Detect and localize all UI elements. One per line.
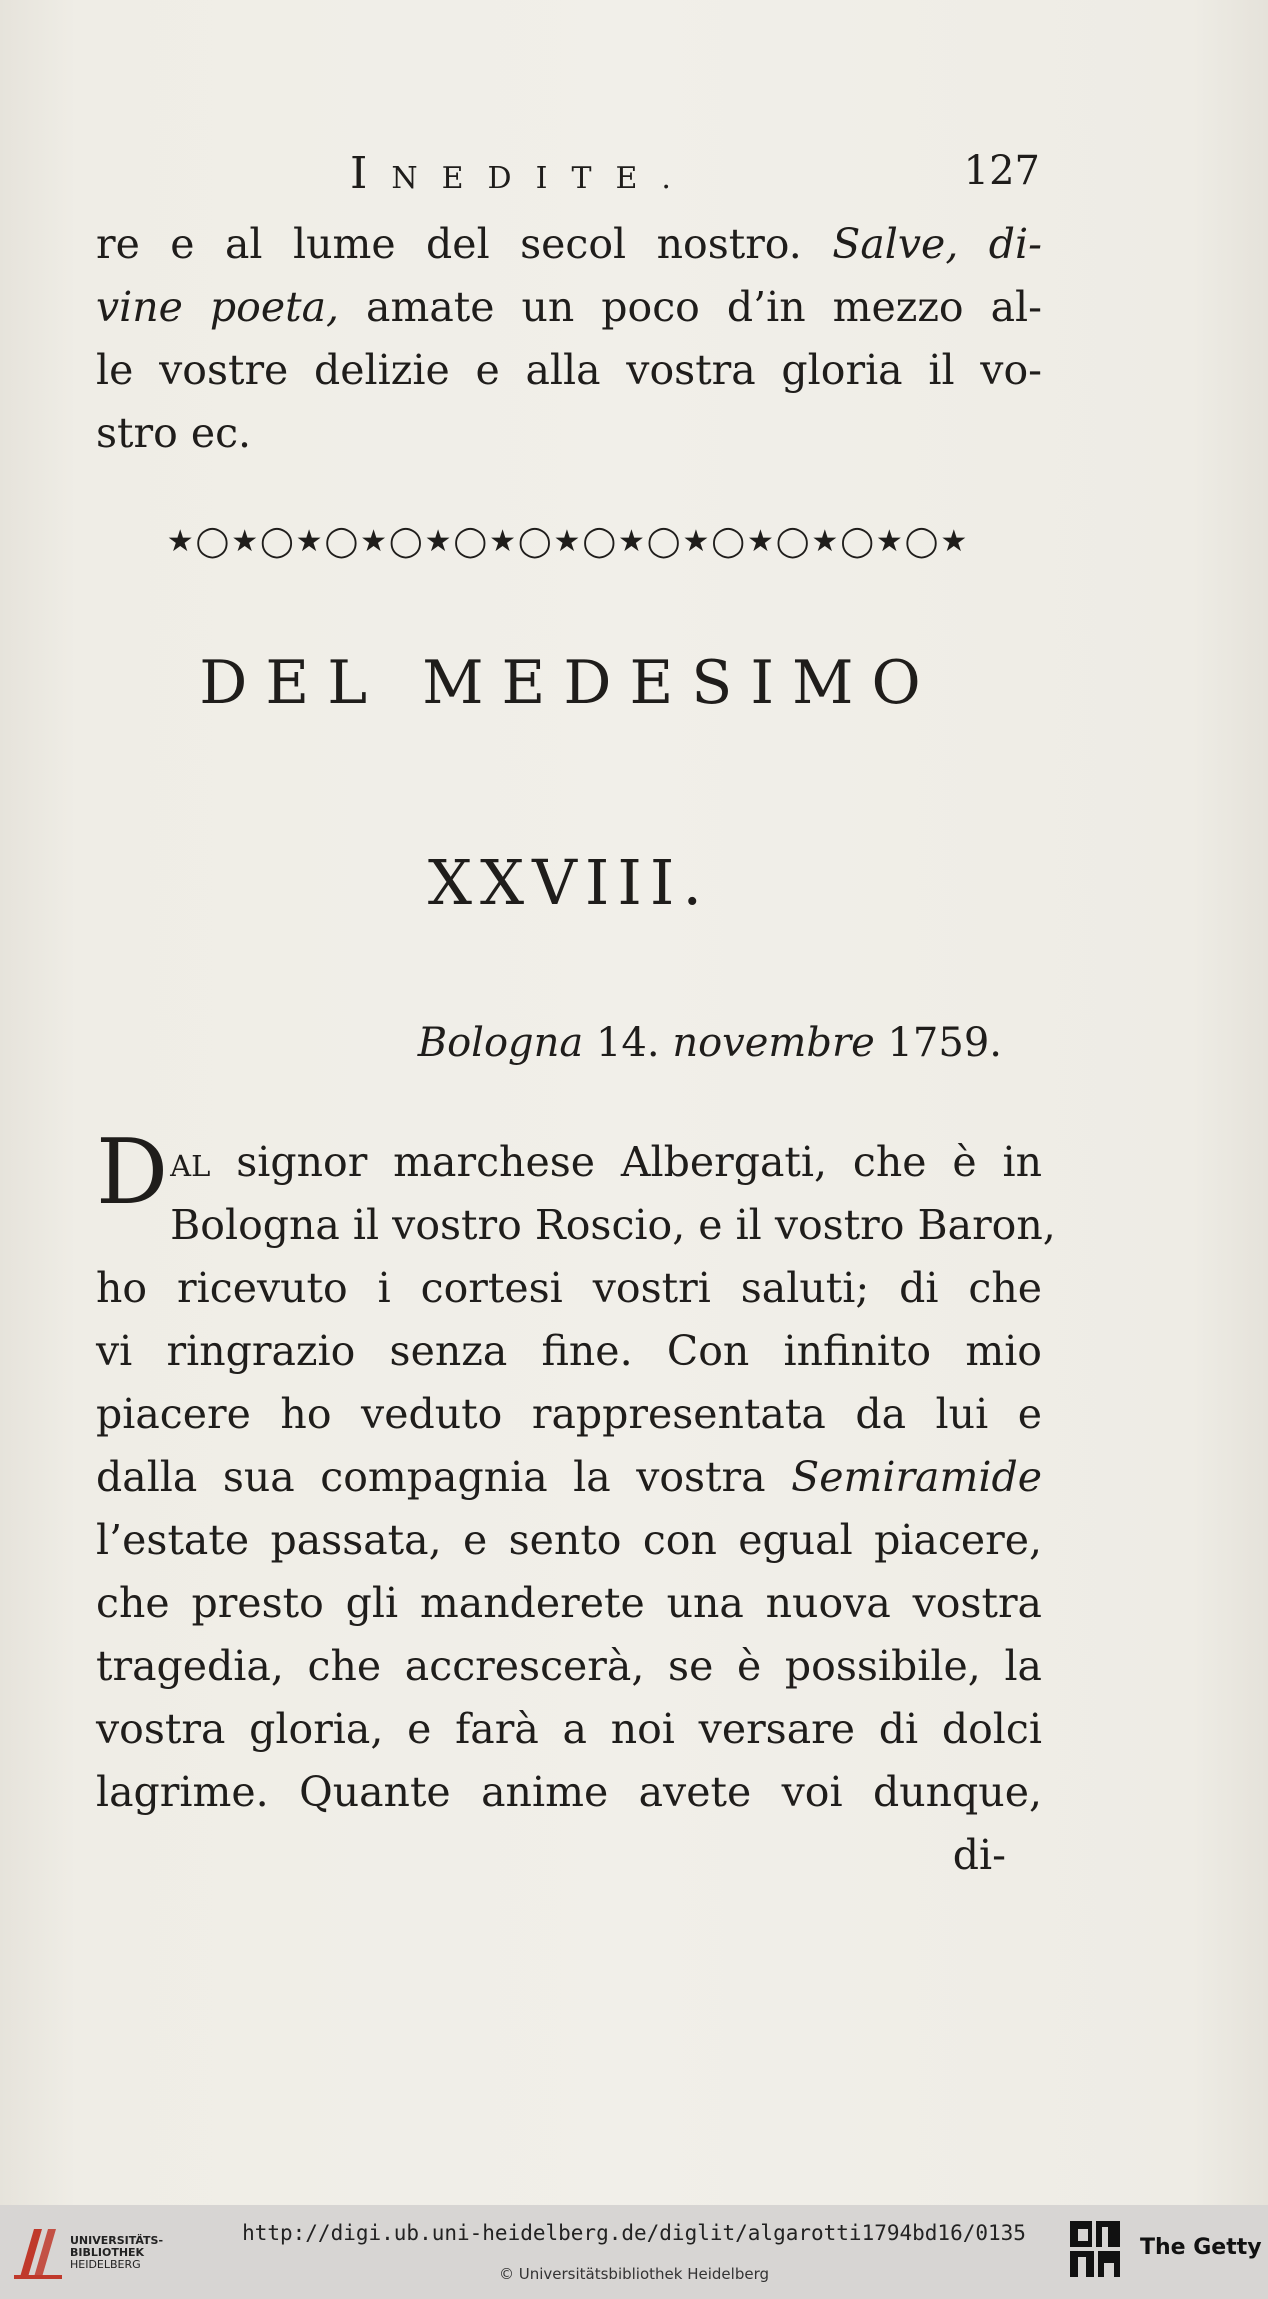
ornamental-divider: ★◯★◯★◯★◯★◯★◯★◯★◯★◯★◯★◯★◯★: [166, 524, 970, 559]
page-number: 127: [963, 148, 1040, 194]
text-line: ho ricevuto i cortesi vostri saluti; di che: [96, 1264, 1042, 1312]
text-line: stro ec.: [96, 409, 252, 457]
running-header: [350, 148, 1040, 204]
viewer-footer: [0, 2205, 1268, 2299]
text-line: re e al lume del secol nostro. Salve, di-: [96, 220, 1042, 268]
text-line: che presto gli manderete una nuova vostra: [96, 1579, 1042, 1627]
library-name: UNIVERSITÄTS- BIBLIOTHEK HEIDELBERG: [70, 2234, 164, 2271]
text-line: Dal signor marchese Albergati, che è in: [96, 1120, 1042, 1225]
text-line: le vostre delizie e alla vostra gloria il vo-: [96, 346, 1042, 394]
getty-logo-icon[interactable]: [1068, 2219, 1122, 2281]
getty-label: The Getty: [1140, 2235, 1262, 2260]
text-line: Bologna il vostro Roscio, e il vostro Baron,: [170, 1201, 1056, 1249]
running-head-title: INEDITE.: [350, 148, 695, 199]
drop-cap: D: [96, 1120, 169, 1225]
text-line: l’estate passata, e sento con egual piacere,: [96, 1516, 1042, 1564]
text-line: piacere ho veduto rappresentata da lui e: [96, 1390, 1042, 1438]
continuation-paragraph: [96, 213, 1042, 465]
text-line: vi ringrazio senza fine. Con infinito mio: [96, 1327, 1042, 1375]
copyright-notice: © Universitätsbibliothek Heidelberg: [498, 2265, 769, 2283]
catchword: di-: [952, 1831, 1006, 1879]
text-line: lagrime. Quante anime avete voi dunque,: [96, 1768, 1042, 1816]
letter-number: XXVIII.: [427, 846, 711, 919]
text-line: vostra gloria, e farà a noi versare di dolci: [96, 1705, 1042, 1753]
text-line: tragedia, che accrescerà, se è possibile, la: [96, 1642, 1042, 1690]
letter-body: [96, 1120, 1056, 1887]
section-title: DEL MEDESIMO: [199, 648, 939, 718]
dateline: Bologna 14. novembre 1759.: [417, 1020, 1002, 1066]
permalink-url[interactable]: http://digi.ub.uni-heidelberg.de/diglit/algarotti1794bd16/0135: [242, 2221, 1026, 2245]
text-line: vine poeta, amate un poco d’in mezzo al-: [96, 283, 1042, 331]
text-line: dalla sua compagnia la vostra Semiramide: [96, 1453, 1042, 1501]
